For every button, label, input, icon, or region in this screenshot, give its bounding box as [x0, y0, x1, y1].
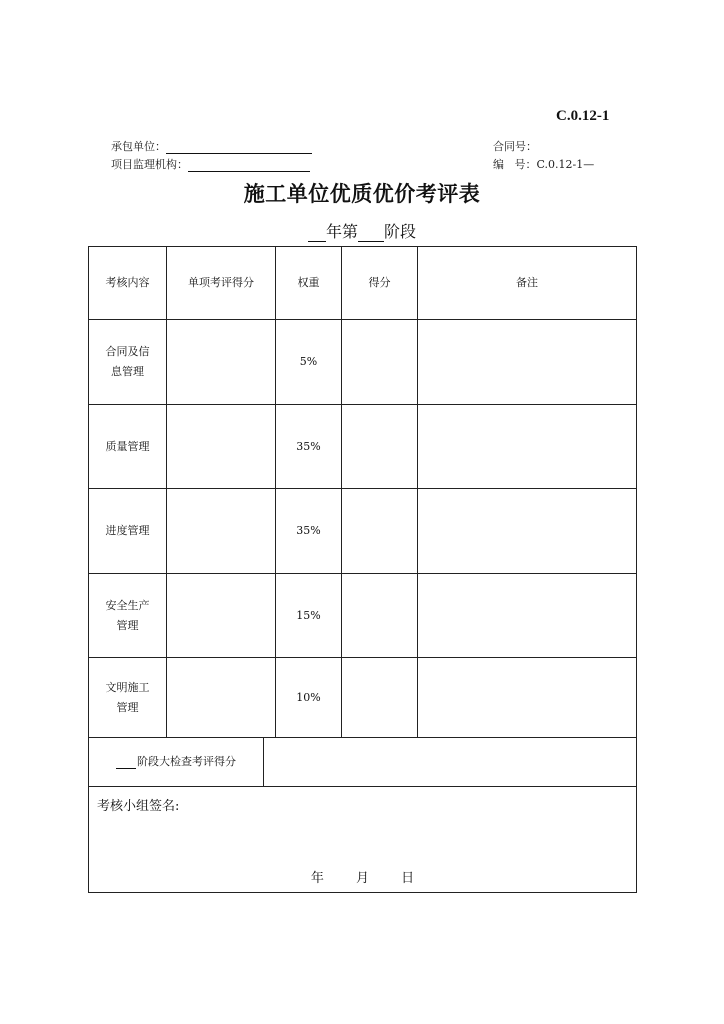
- header-item-score: 单项考评得分: [188, 276, 254, 289]
- row-weight: 15%: [296, 608, 321, 622]
- row-item-line2: 管理: [116, 618, 139, 632]
- signature-label: 考核小组签名:: [97, 799, 180, 814]
- stage-score-value[interactable]: [264, 738, 636, 786]
- date-day: 日: [401, 871, 415, 886]
- column-divider: [166, 247, 167, 737]
- row-item: [89, 658, 166, 737]
- row-weight: 35%: [296, 439, 321, 453]
- row-divider: [89, 404, 636, 405]
- serial-number: 编 号：C.0.12-1—: [493, 158, 595, 171]
- supervisor-field[interactable]: [188, 159, 310, 172]
- year-suffix: 年第: [325, 222, 358, 241]
- row-item: [89, 320, 166, 404]
- stage-score-blank[interactable]: [116, 756, 136, 769]
- row-item-line1: 安全生产: [105, 598, 150, 612]
- supervisor-label: 项目监理机构：: [111, 158, 188, 171]
- header-content: 考核内容: [105, 276, 150, 289]
- row-divider: [89, 488, 636, 489]
- header-weight: 权重: [297, 276, 320, 289]
- row-weight: 35%: [296, 524, 321, 537]
- row-item: [89, 574, 166, 657]
- supervisor-row: [111, 156, 310, 172]
- signature-date: [89, 867, 636, 886]
- column-divider: [341, 247, 342, 737]
- date-year: 年: [310, 871, 324, 886]
- stage-suffix: 阶段: [384, 222, 417, 241]
- row-weight: 5%: [299, 355, 318, 368]
- row-divider: [89, 319, 636, 320]
- page-title: 施工单位优质优价考评表: [243, 182, 481, 206]
- row-item-line1: 合同及信: [105, 345, 150, 358]
- row-item: 进度管理: [105, 524, 150, 537]
- header-remarks: 备注: [516, 276, 538, 289]
- contractor-row: [111, 138, 312, 154]
- form-code: C.0.12-1: [556, 108, 610, 124]
- row-item: 质量管理: [105, 439, 150, 453]
- period-line: [0, 219, 724, 242]
- row-item-line2: 息管理: [111, 365, 144, 378]
- date-month: 月: [355, 871, 369, 886]
- column-divider: [417, 247, 418, 737]
- contract-no-label: 合同号：: [493, 140, 537, 153]
- row-weight: 10%: [296, 690, 321, 704]
- row-divider: [89, 573, 636, 574]
- evaluation-table: [88, 246, 637, 893]
- row-divider: [89, 786, 636, 787]
- stage-blank[interactable]: [358, 225, 384, 242]
- row-divider: [89, 657, 636, 658]
- header-score: 得分: [368, 276, 391, 289]
- year-blank[interactable]: [308, 225, 326, 242]
- contractor-label: 承包单位：: [111, 140, 166, 153]
- stage-score-cell: [89, 738, 263, 786]
- stage-score-label: 阶段大检查考评得分: [137, 755, 236, 768]
- row-item-line1: 文明施工: [105, 680, 150, 694]
- contractor-field[interactable]: [166, 141, 312, 154]
- row-item-line2: 管理: [116, 700, 139, 714]
